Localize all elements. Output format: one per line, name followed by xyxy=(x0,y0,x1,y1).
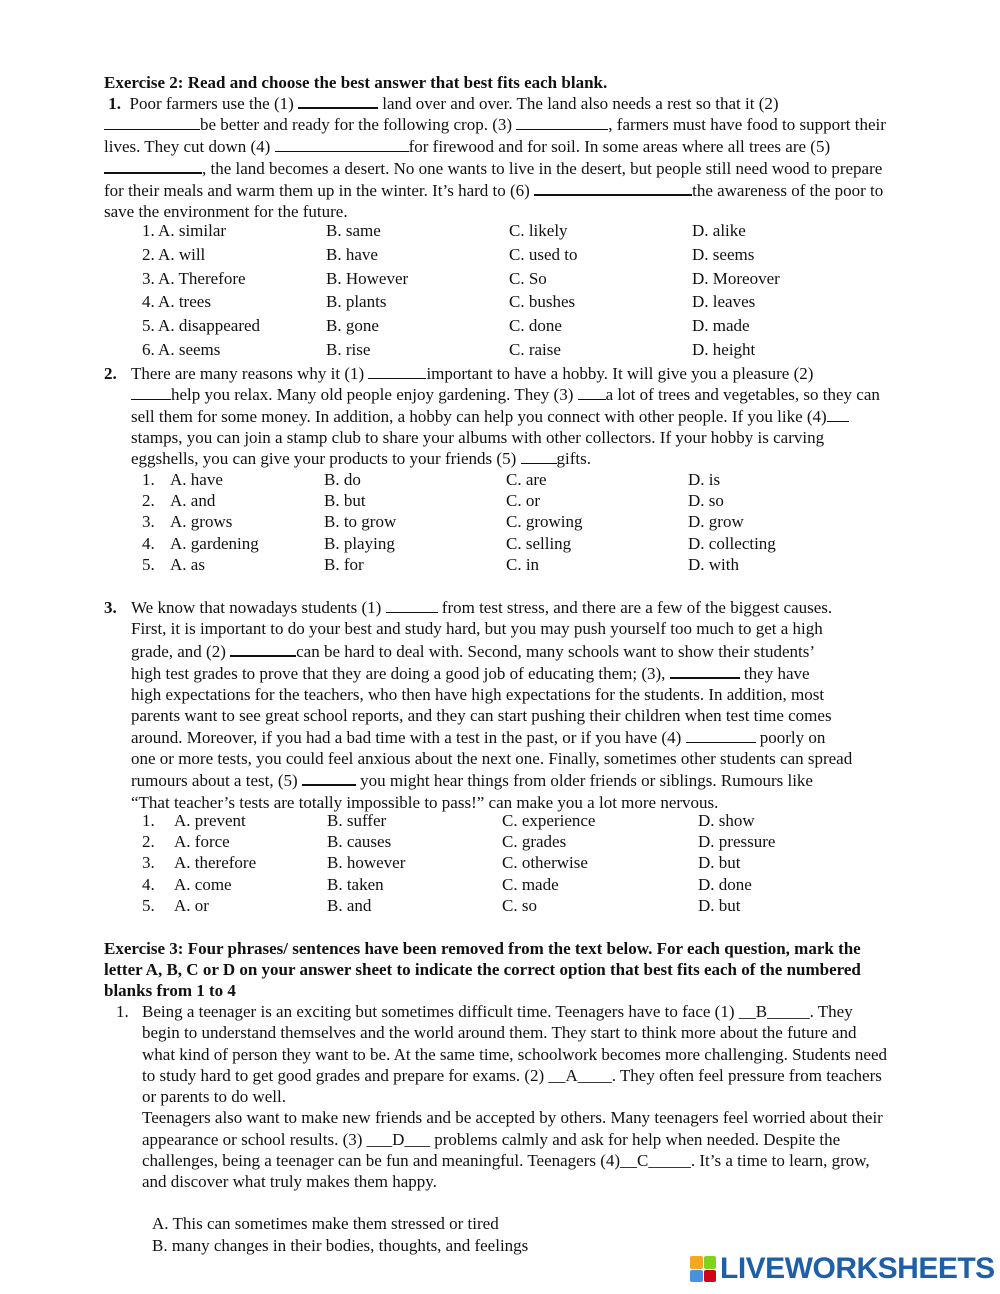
p3-line-text: one or more tests, you could feel anxious about the next one. Finally, sometimes other students can spread xyxy=(131,749,853,769)
option[interactable]: D. so xyxy=(688,491,724,511)
option-number: 4. xyxy=(142,533,155,553)
option-row xyxy=(142,831,842,852)
logo-grid-icon xyxy=(690,1256,716,1282)
option[interactable]: A. grows xyxy=(170,512,233,532)
option[interactable]: C. so xyxy=(502,895,537,915)
option[interactable]: A. have xyxy=(170,470,223,489)
option[interactable]: 4. A. trees xyxy=(142,292,211,312)
option-row xyxy=(142,219,842,243)
e3-line: what kind of person they want to be. At the same time, schoolwork becomes more challenging. Students need xyxy=(142,1044,887,1064)
option-number: 5. xyxy=(142,554,155,574)
option[interactable]: B. However xyxy=(326,268,409,288)
option[interactable]: B. same xyxy=(326,221,381,240)
passage-1-number: 1. xyxy=(108,94,121,113)
p2-line-text: important to have a hobby. It will give you a pleasure (2) xyxy=(426,364,814,383)
option[interactable]: D. grow xyxy=(688,512,744,532)
p3-line-text: “That teacher’s tests are totally impossible to pass!” can make you a lot more nervous. xyxy=(131,792,719,812)
exercise3-title-line: letter A, B, C or D on your answer sheet to indicate the correct option that best fits each of the numbered xyxy=(104,960,861,979)
option[interactable]: C. made xyxy=(502,874,559,894)
option[interactable]: B. to grow xyxy=(324,512,397,532)
blank-2-4[interactable] xyxy=(827,406,849,422)
option[interactable]: D. alike xyxy=(692,221,746,240)
blank-3-3[interactable] xyxy=(670,662,740,679)
passage-2-options xyxy=(142,469,842,575)
option[interactable]: 5. A. disappeared xyxy=(142,316,261,336)
e3-line: to study hard to get good grades and prepare for exams. (2) __A____. They often feel pressure from teachers xyxy=(142,1065,882,1085)
p1-line-text: , the land becomes a desert. No one wants to live in the desert, but people still need wood to prepare xyxy=(202,158,883,178)
option-number: 5. xyxy=(142,895,155,915)
option-row xyxy=(142,852,842,873)
option[interactable]: C. selling xyxy=(506,533,572,553)
option[interactable]: A. therefore xyxy=(174,853,257,873)
option[interactable]: B. playing xyxy=(324,533,395,553)
logo-square xyxy=(704,1256,717,1269)
p3-line-text: high test grades to prove that they are doing a good job of educating them; (3), xyxy=(131,663,670,683)
p1-line-text: for their meals and warm them up in the winter. It’s hard to (6) xyxy=(104,181,535,201)
blank-1-5[interactable] xyxy=(104,157,202,174)
exercise2-title: Exercise 2: Read and choose the best answer that best fits each blank. xyxy=(104,73,608,92)
option[interactable]: C. bushes xyxy=(509,292,576,312)
blank-1-4[interactable] xyxy=(275,136,409,152)
option[interactable]: C. or xyxy=(506,491,540,511)
option[interactable]: A. gardening xyxy=(170,533,259,553)
option[interactable]: 6. A. seems xyxy=(142,339,221,359)
option[interactable]: D. with xyxy=(688,554,739,574)
option[interactable]: B. suffer xyxy=(327,811,387,830)
p3-line-text: poorly on xyxy=(755,727,826,747)
option-row xyxy=(142,267,842,291)
p1-line-text: land over and over. The land also needs a rest so that it (2) xyxy=(378,94,779,113)
e3-line: or parents to do well. xyxy=(142,1087,286,1107)
option[interactable]: A. and xyxy=(170,491,216,511)
p3-line-text: We know that nowadays students (1) xyxy=(131,598,386,617)
option[interactable]: D. leaves xyxy=(692,292,756,312)
p2-line-text: sell them for some money. In addition, a hobby can help you connect with other people. If you like (4) xyxy=(131,406,827,426)
option[interactable]: D. but xyxy=(698,895,741,915)
passage-1 xyxy=(104,92,934,223)
option[interactable]: 3. A. Therefore xyxy=(142,268,246,288)
option[interactable]: C. raise xyxy=(509,339,561,359)
blank-2-3[interactable] xyxy=(578,384,606,400)
option-number: 3. xyxy=(142,512,155,532)
option[interactable]: B. plants xyxy=(326,292,387,312)
option-number: 3. xyxy=(142,853,155,873)
p1-line-text: the awareness of the poor to xyxy=(692,181,884,201)
choice-a[interactable]: A. This can sometimes make them stressed or tired xyxy=(152,1214,499,1233)
option[interactable]: D. seems xyxy=(692,244,755,264)
logo-square xyxy=(690,1270,703,1283)
option-row xyxy=(142,338,842,362)
option[interactable]: A. as xyxy=(170,554,205,574)
blank-1-3[interactable] xyxy=(516,114,608,130)
p2-line-text: There are many reasons why it (1) xyxy=(131,364,369,383)
p1-line-text: , farmers must have food to support their xyxy=(608,115,886,135)
option-row xyxy=(142,314,842,338)
option-row xyxy=(142,895,842,916)
option-row xyxy=(142,511,842,532)
e3-line: challenges, being a teenager can be fun and meaningful. Teenagers (4)__C_____. It’s a time to learn, grow, xyxy=(142,1151,870,1171)
option[interactable]: C. experience xyxy=(502,811,596,830)
option-row xyxy=(142,490,842,511)
logo-text: LIVEWORKSHEETS xyxy=(720,1252,995,1285)
option[interactable]: D. show xyxy=(698,811,755,830)
p3-line-text: high expectations for the teachers, who then have high expectations for the students. In addition, most xyxy=(131,685,825,705)
p3-line-text: parents want to see great school reports, and they can start pushing their children when test time comes xyxy=(131,706,832,726)
option[interactable]: B. but xyxy=(324,491,366,511)
exercise3-choices xyxy=(152,1213,528,1256)
option-row xyxy=(142,243,842,267)
blank-3-4[interactable] xyxy=(686,727,756,743)
option[interactable]: C. are xyxy=(506,470,547,489)
option[interactable]: D. made xyxy=(692,316,750,336)
p2-line-text: stamps, you can join a stamp club to share your albums with other collectors. If your hobby is carving xyxy=(131,427,825,447)
blank-3-2[interactable] xyxy=(230,640,296,657)
option[interactable]: B. causes xyxy=(327,832,392,852)
option[interactable]: 2. A. will xyxy=(142,244,206,264)
blank-2-5[interactable] xyxy=(521,448,557,464)
passage-3-number: 3. xyxy=(104,598,117,617)
logo-square xyxy=(704,1270,717,1283)
liveworksheets-logo xyxy=(690,1252,995,1286)
option[interactable]: D. Moreover xyxy=(692,268,780,288)
option-row xyxy=(142,533,842,554)
option[interactable]: B. and xyxy=(327,895,372,915)
option[interactable]: A. force xyxy=(174,832,230,852)
option-row xyxy=(142,469,842,490)
option[interactable]: 1. A. similar xyxy=(142,221,227,240)
p1-line-text: Poor farmers use the (1) xyxy=(129,94,299,113)
logo-square xyxy=(690,1256,703,1269)
option[interactable]: B. gone xyxy=(326,316,379,336)
option[interactable]: A. come xyxy=(174,874,232,894)
option[interactable]: C. done xyxy=(509,316,562,336)
option-row xyxy=(142,554,842,575)
option[interactable]: A. or xyxy=(174,895,209,915)
blank-1-2[interactable] xyxy=(104,114,200,130)
p3-line-text: around. Moreover, if you had a bad time with a test in the past, or if you have (4) xyxy=(131,727,686,747)
exercise3-title-line: Exercise 3: Four phrases/ sentences have been removed from the text below. For each question, mark the xyxy=(104,939,861,958)
p1-line-text: save the environment for the future. xyxy=(104,202,348,222)
p1-line-text: for firewood and for soil. In some areas where all trees are (5) xyxy=(408,136,831,156)
option-row xyxy=(142,810,842,831)
p2-line-text: a lot of trees and vegetables, so they can xyxy=(605,385,880,405)
option[interactable]: C. likely xyxy=(509,221,568,240)
option[interactable]: B. rise xyxy=(326,339,371,359)
blank-2-1[interactable] xyxy=(368,363,426,379)
option[interactable]: D. but xyxy=(698,853,741,873)
p3-line-text: you might hear things from older friends or siblings. Rumours like xyxy=(355,771,813,791)
p3-line-text: from test stress, and there are a few of the biggest causes. xyxy=(437,598,833,617)
option[interactable]: C. in xyxy=(506,554,540,574)
option[interactable]: D. collecting xyxy=(688,533,776,553)
option[interactable]: B. have xyxy=(326,244,378,264)
blank-1-6[interactable] xyxy=(534,179,692,196)
blank-3-5[interactable] xyxy=(302,769,356,786)
passage-3-options xyxy=(142,810,842,916)
option-number: 1. xyxy=(142,811,155,830)
option-number: 2. xyxy=(142,832,155,852)
p2-line-text: gifts. xyxy=(556,449,591,469)
p2-line-text: eggshells, you can give your products to your friends (5) xyxy=(131,449,521,469)
e3-line: Being a teenager is an exciting but sometimes difficult time. Teenagers have to face (1) __B_____. They xyxy=(142,1002,853,1021)
blank-1-1[interactable] xyxy=(298,92,378,109)
p2-line-text: help you relax. Many old people enjoy gardening. They (3) xyxy=(171,385,578,405)
option[interactable]: B. taken xyxy=(327,874,384,894)
option[interactable]: A. prevent xyxy=(174,811,246,830)
option[interactable]: D. pressure xyxy=(698,832,776,852)
option[interactable]: D. done xyxy=(698,874,752,894)
p3-line-text: they have xyxy=(739,663,810,683)
passage-1-options xyxy=(142,219,842,362)
p3-line-text: rumours about a test, (5) xyxy=(131,771,302,791)
exercise3-title xyxy=(104,938,934,1001)
option-row xyxy=(142,874,842,895)
option[interactable]: C. used to xyxy=(509,244,578,264)
option-number: 2. xyxy=(142,491,155,511)
option-number: 4. xyxy=(142,874,155,894)
p1-line-text: lives. They cut down (4) xyxy=(104,136,275,156)
blank-3-1[interactable] xyxy=(386,597,438,613)
option[interactable]: C. otherwise xyxy=(502,853,588,873)
option[interactable]: B. do xyxy=(324,470,361,489)
p3-line-text: can be hard to deal with. Second, many schools want to show their students’ xyxy=(296,641,815,661)
passage-2 xyxy=(131,363,934,469)
option[interactable]: C. So xyxy=(509,268,547,288)
option[interactable]: C. grades xyxy=(502,832,567,852)
option[interactable]: C. growing xyxy=(506,512,583,532)
blank-2-2[interactable] xyxy=(131,384,171,400)
passage-3 xyxy=(131,597,893,813)
e3-line: and discover what truly makes them happy. xyxy=(142,1172,437,1192)
passage-2-number: 2. xyxy=(104,364,117,383)
exercise3-title-line: blanks from 1 to 4 xyxy=(104,981,236,1000)
option[interactable]: D. is xyxy=(688,470,721,489)
e3-line: begin to understand themselves and the world around them. They start to think more about the future and xyxy=(142,1023,857,1043)
option-row xyxy=(142,290,842,314)
option-number: 1. xyxy=(142,470,155,489)
option[interactable]: B. for xyxy=(324,554,364,574)
p3-line-text: grade, and (2) xyxy=(131,641,231,661)
exercise3-passage xyxy=(142,1001,954,1193)
p3-line-text: First, it is important to do your best and study hard, but you may push yourself too much to get a high xyxy=(131,619,823,639)
choice-b[interactable]: B. many changes in their bodies, thoughts, and feelings xyxy=(152,1235,529,1255)
exercise3-number: 1. xyxy=(116,1002,129,1021)
e3-line: Teenagers also want to make new friends and be accepted by others. Many teenagers feel worried about their xyxy=(142,1108,883,1128)
option[interactable]: B. however xyxy=(327,853,406,873)
option[interactable]: D. height xyxy=(692,339,756,359)
e3-line: appearance or school results. (3) ___D___ problems calmly and ask for help when needed. Despite the xyxy=(142,1129,841,1149)
p1-line-text: be better and ready for the following crop. (3) xyxy=(200,115,517,135)
